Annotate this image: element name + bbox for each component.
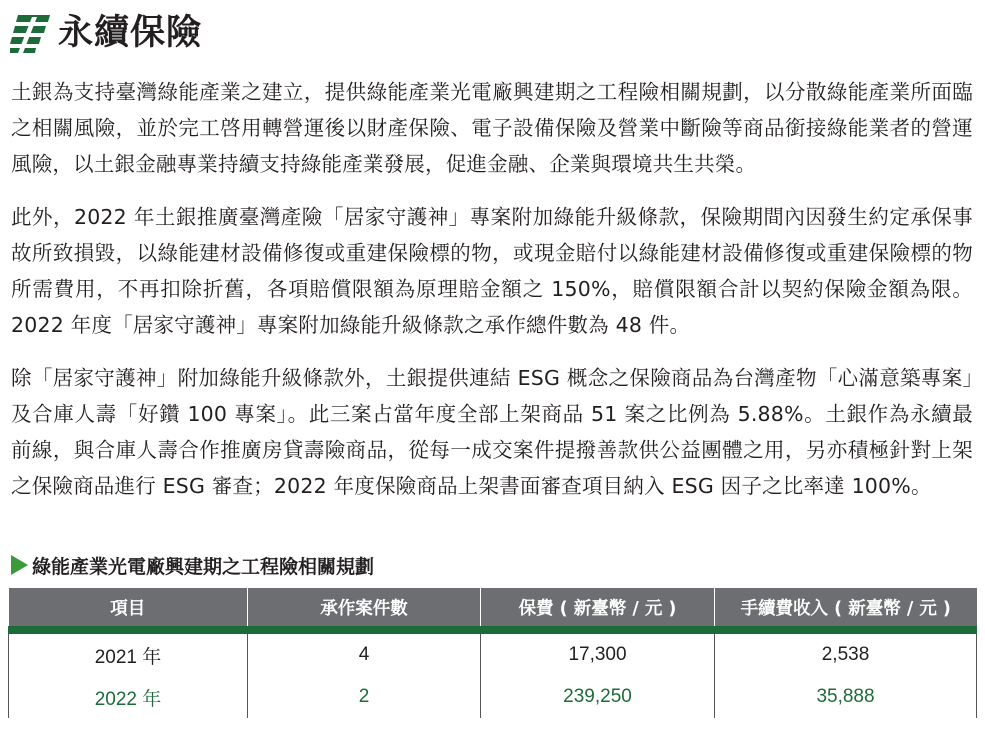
striped-leaf-logo-icon xyxy=(10,13,50,53)
paragraph-esg-insurance-products: 除「居家守護神」附加綠能升級條款外，土銀提供連結 ESG 概念之保險商品為台灣產物「心滿意築專案」及合庫人壽「好鑽 100 專案」。此三案占當年度全部上架商品 51 案之比例為 5.88%。土銀作為永續最前線，與合庫人壽合作推廣房貸壽險商品，從每一成交案件提撥善款供公益團體之用，另亦積極針對上架之保險商品進行 ESG 審查；2022 年度保險商品上架書面審查項目納入 ESG 因子之比率達 100%。 xyxy=(11,366,973,498)
cell-cases: 2 xyxy=(248,676,481,718)
page-title: 永續保險 xyxy=(58,13,203,53)
column-header-fee-income: 手續費收入 ( 新臺幣 / 元 ) xyxy=(715,588,977,630)
paragraph-green-energy-engineering: 土銀為支持臺灣綠能產業之建立，提供綠能產業光電廠興建期之工程險相關規劃，以分散綠能產業所面臨之相關風險，並於完工啓用轉營運後以財產保險、電子設備保險及營業中斷險等商品銜接綠能業者的營運風險，以土銀金融專業持續支持綠能產業發展，促進金融、企業與環境共生共榮。 xyxy=(11,80,973,176)
cell-premium: 17,300 xyxy=(481,630,715,676)
table-row xyxy=(9,676,977,718)
engineering-insurance-table xyxy=(8,588,977,718)
triangle-bullet-icon xyxy=(11,555,28,575)
cell-year: 2022 年 xyxy=(9,676,248,718)
cell-fee-income: 2,538 xyxy=(715,630,977,676)
cell-cases: 4 xyxy=(248,630,481,676)
cell-year: 2021 年 xyxy=(9,630,248,676)
page-header xyxy=(10,10,202,56)
column-header-cases: 承作案件數 xyxy=(248,588,481,630)
cell-premium: 239,250 xyxy=(481,676,715,718)
table-header-row xyxy=(9,588,977,630)
cell-fee-income: 35,888 xyxy=(715,676,977,718)
column-header-item: 項目 xyxy=(9,588,248,630)
table-row xyxy=(9,630,977,676)
section-title: 綠能產業光電廠興建期之工程險相關規劃 xyxy=(32,555,375,578)
paragraph-home-guardian-upgrade: 此外，2022 年土銀推廣臺灣產險「居家守護神」專案附加綠能升級條款，保險期間內因發生約定承保事故所致損毀，以綠能建材設備修復或重建保險標的物，或現金賠付以綠能建材設備修復或重建保險標的物所需費用，不再扣除折舊，各項賠償限額為原理賠金額之 150%，賠償限額合計以契約保險金額為限。2022 年度「居家守護神」專案附加綠能升級條款之承作總件數為 48 件。 xyxy=(11,205,973,337)
column-header-premium: 保費 ( 新臺幣 / 元 ) xyxy=(481,588,715,630)
section-heading xyxy=(11,550,374,580)
